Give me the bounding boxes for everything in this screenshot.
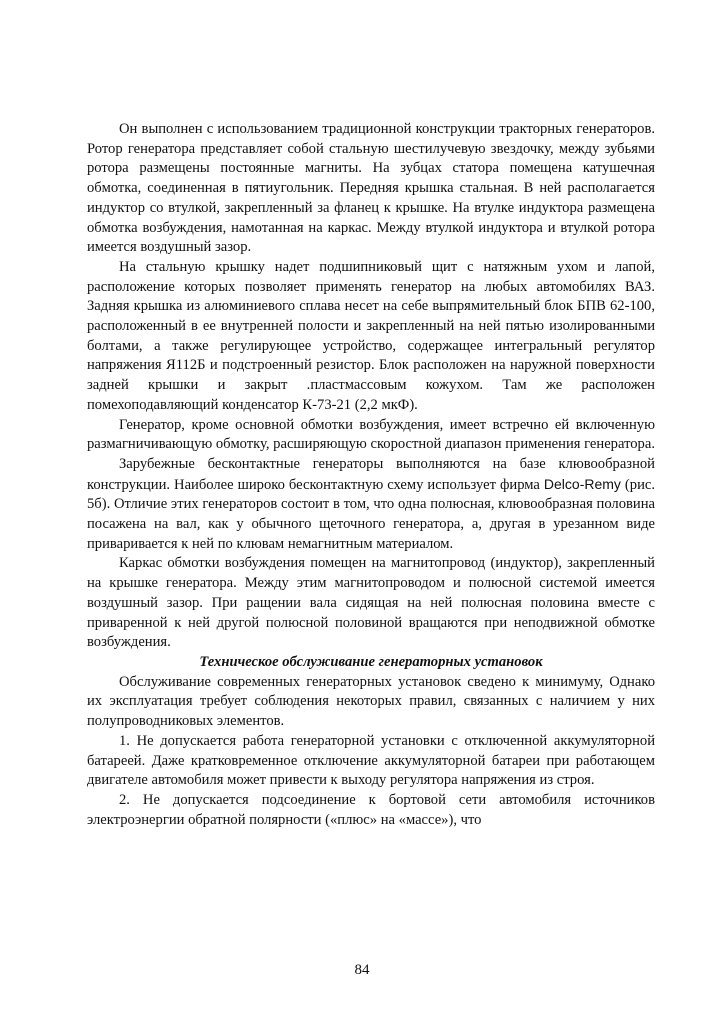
paragraph-field-winding: Каркас обмотки возбуждения помещен на магнитопровод (индуктор), закрепленный на крышке генератора. Между этим магнитопроводом и полюсной системой имеется воздушный зазор. При ращении вала сидящая на ней полюсная половина вместе с приваренной к ней другой полюсной половиной вращаются при неподвижной обмотке возбуждения. [87,555,655,651]
paragraph-maintenance-intro: Обслуживание современных генераторных установок сведено к минимуму, Однако их эксплуатация требует соблюдения некоторых правил, связанных с наличием у них полупроводниковых элементов. [87,673,655,730]
rule-item-2: 2. Не допускается подсоединение к бортовой сети автомобиля источников электроэнергии обратной полярности («плюс» на «массе»), что [87,791,655,828]
section-heading: Техническое обслуживание генераторных установок [199,653,543,670]
paragraph-demagnetizing-winding: Генератор, кроме основной обмотки возбуждения, имеет встречно ей включенную размагничивающую обмотку, расширяющую скоростной диапазон применения генератора. [87,416,655,453]
paragraph-rear-cover: На стальную крышку надет подшипниковый щит с натяжным ухом и лапой, расположение которых позволяет применять генератор на любых автомобилях ВАЗ. Задняя крышка из алюминиевого сплава несет на себе выпрямительный блок БПВ 62-100, расположенный в ее внутренней полости и закрепленный на ней пятью изолированными болтами, а также регулирующее устройство, содержащее интегральный регулятор напряжения Я112Б и подстроенный резистор. Блок расположен на наружной поверхности задней крышки и закрыт .пластмассовым кожухом. Там же расположен помехоподавляющий конденсатор К-73-21 (2,2 мкФ). [87,258,655,413]
rule-item-1: 1. Не допускается работа генераторной установки с отключенной аккумуляторной батареей. Даже кратковременное отключение аккумуляторной батареи при работающем двигателе автомобиля может привести к выходу регулятора напряжения из строя. [87,732,655,789]
paragraph-text: Зарубежные бесконтактные генераторы выполняются на базе клювообразной конструкции. Наиболее широко бесконтактную схему использует фирма [87,455,655,493]
page-number: 84 [354,962,370,978]
paragraph-foreign-generators [87,455,655,555]
paragraph-text: (рис. 5б). Отличие этих генераторов состоит в том, что одна полюсная, клювообразная половина посажена на вал, как у обычного щеточного генератора, а, другая в урезанном виде приваривается к ней по клювам немагнитным материалом. [87,476,655,552]
paragraph-rotor-design: Он выполнен с использованием традиционной конструкции тракторных генераторов. Ротор генератора представляет собой стальную шестилучевую звездочку, между зубьями ротора размещены постоянные магниты. На зубцах статора помещена катушечная обмотка, соединенная в пятиугольник. Передняя крышка стальная. В ней располагается индуктор со втулкой, закрепленный за фланец к крышке. На втулке индуктора размещена обмотка возбуждения, намотанная на каркас. Между втулкой индуктора и втулкой ротора имеется воздушный зазор. [87,121,655,256]
brand-name: Delco-Remy [543,475,621,492]
page-body [87,120,655,830]
